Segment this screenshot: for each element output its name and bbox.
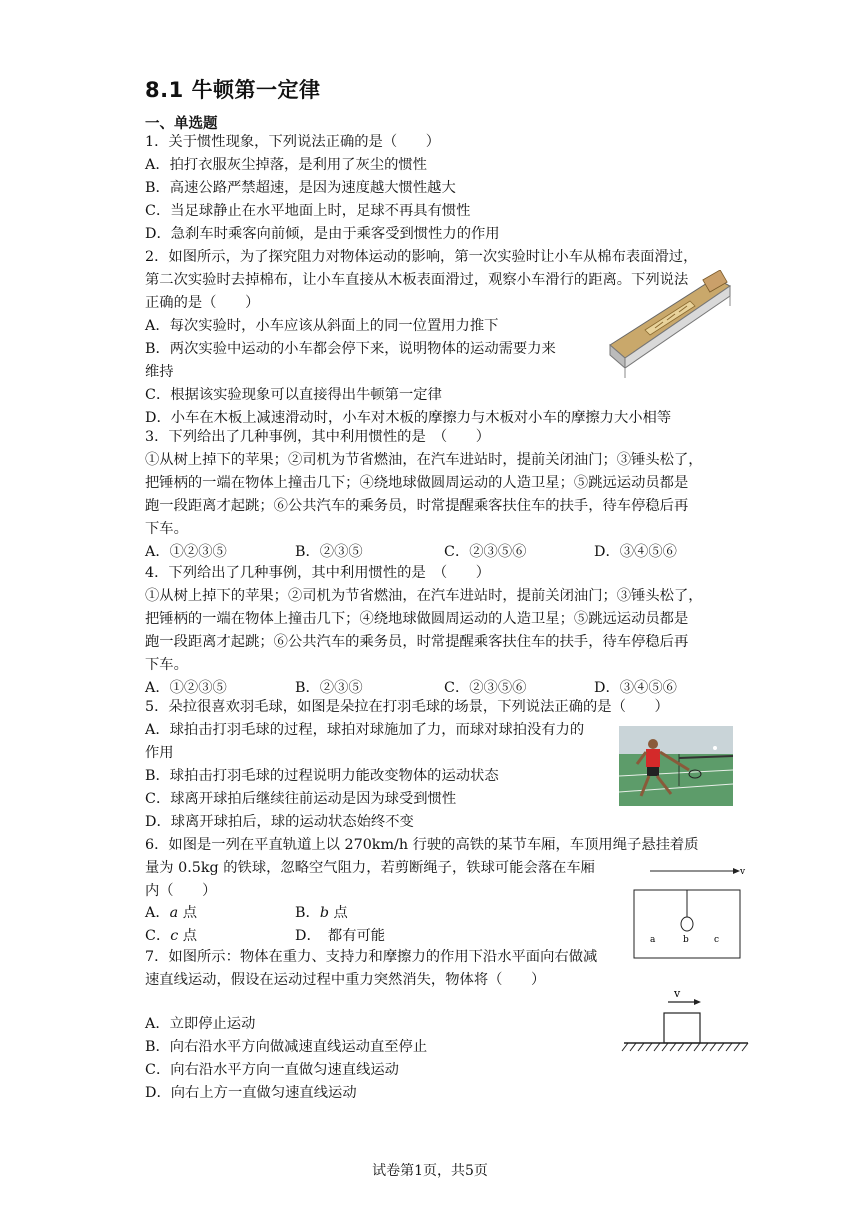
question-6-line-1: 6．如图是一列在平直轨道上以 270km/h 行驶的高铁的某节车厢，车顶用绳子悬挂着质 xyxy=(145,837,699,853)
question-4-option-a: A．①②③⑤ xyxy=(145,680,227,696)
question-4-line-1: ①从树上掉下的苹果；②司机为节省燃油，在汽车进站时，提前关闭油门；③锤头松了， xyxy=(145,588,703,604)
question-3-option-d: D．③④⑤⑥ xyxy=(594,544,677,560)
question-4: 4．下列给出了几种事例，其中利用惯性的是 （ ） xyxy=(145,565,491,581)
question-3-option-b: B．②③⑤ xyxy=(295,544,363,560)
question-7-option-a: A．立即停止运动 xyxy=(145,1016,256,1032)
question-3-line-4: 下车。 xyxy=(145,521,188,537)
velocity-label: v xyxy=(740,867,746,877)
question-5-option-b: B．球拍击打羽毛球的过程说明力能改变物体的运动状态 xyxy=(145,768,499,784)
question-6-line-3: 内（ ） xyxy=(145,883,217,899)
question-3-line-2: 把锤柄的一端在物体上撞击几下；④绕地球做圆周运动的人造卫星；⑤跳远运动员都是 xyxy=(145,475,689,491)
train-carriage-figure xyxy=(628,862,746,962)
page-footer: 试卷第1页，共5页 xyxy=(372,1163,488,1179)
question-5-option-d: D．球离开球拍后，球的运动状态始终不变 xyxy=(145,814,414,830)
question-1-option-a: A．拍打衣服灰尘掉落，是利用了灰尘的惯性 xyxy=(145,157,427,173)
question-2-line-1: 2．如图所示，为了探究阻力对物体运动的影响，第一次实验时让小车从棉布表面滑过， xyxy=(145,249,698,265)
question-2-line-2: 第二次实验时去掉棉布，让小车直接从木板表面滑过，观察小车滑行的距离。下列说法 xyxy=(145,272,689,288)
point-b-label: b xyxy=(683,935,689,945)
question-1-option-b: B．高速公路严禁超速，是因为速度越大惯性越大 xyxy=(145,180,456,196)
question-5-option-c: C．球离开球拍后继续往前运动是因为球受到惯性 xyxy=(145,791,457,807)
question-3-option-c: C．②③⑤⑥ xyxy=(444,544,527,560)
question-5: 5．朵拉很喜欢羽毛球，如图是朵拉在打羽毛球的场景，下列说法正确的是（ ） xyxy=(145,699,669,715)
question-1: 1．关于惯性现象，下列说法正确的是（ ） xyxy=(145,134,441,150)
badminton-photo xyxy=(619,726,733,806)
question-1-option-c: C．当足球静止在水平地面上时，足球不再具有惯性 xyxy=(145,203,471,219)
point-c-label: c xyxy=(714,935,720,945)
point-a-label: a xyxy=(650,935,656,945)
question-3-line-3: 跑一段距离才起跳；⑥公共汽车的乘务员，时常提醒乘客扶住车的扶手，待车停稳后再 xyxy=(145,498,689,514)
question-5-option-a: A．球拍击打羽毛球的过程，球拍对球施加了力，而球对球拍没有力的 xyxy=(145,722,585,738)
question-6-option-d: D． 都有可能 xyxy=(295,928,386,944)
question-2-option-a: A．每次实验时，小车应该从斜面上的同一位置用力推下 xyxy=(145,318,499,334)
ground-hatching xyxy=(622,1043,748,1051)
question-2-option-b: B．两次实验中运动的小车都会停下来，说明物体的运动需要力来 xyxy=(145,341,556,357)
question-4-option-c: C．②③⑤⑥ xyxy=(444,680,527,696)
question-2-line-3: 正确的是（ ） xyxy=(145,295,260,311)
question-3-line-1: ①从树上掉下的苹果；②司机为节省燃油，在汽车进站时，提前关闭油门；③锤头松了， xyxy=(145,452,703,468)
question-4-option-b: B．②③⑤ xyxy=(295,680,363,696)
question-7-line-2: 速直线运动，假设在运动过程中重力突然消失，物体将（ ） xyxy=(145,972,546,988)
question-6-option-a: A．a 点 xyxy=(145,905,197,921)
velocity-label: v xyxy=(674,987,681,1000)
question-5-option-a-cont: 作用 xyxy=(145,745,174,761)
question-7-line-1: 7．如图所示：物体在重力、支持力和摩擦力的作用下沿水平面向右做减 xyxy=(145,949,598,965)
question-1-option-d: D．急刹车时乘客向前倾，是由于乘客受到惯性力的作用 xyxy=(145,226,500,242)
question-2-option-b-cont: 维持 xyxy=(145,364,174,380)
question-6-option-b: B．b 点 xyxy=(295,905,348,921)
question-2-option-c: C．根据该实验现象可以直接得出牛顿第一定律 xyxy=(145,387,442,403)
question-4-line-3: 跑一段距离才起跳；⑥公共汽车的乘务员，时常提醒乘客扶住车的扶手，待车停稳后再 xyxy=(145,634,689,650)
question-7-option-b: B．向右沿水平方向做减速直线运动直至停止 xyxy=(145,1039,428,1055)
section-heading: 一、单选题 xyxy=(145,115,218,132)
question-4-line-4: 下车。 xyxy=(145,657,188,673)
question-6-option-c: C．c 点 xyxy=(145,928,198,944)
question-7-option-c: C．向右沿水平方向一直做匀速直线运动 xyxy=(145,1062,399,1078)
question-4-line-2: 把锤柄的一端在物体上撞击几下；④绕地球做圆周运动的人造卫星；⑤跳远运动员都是 xyxy=(145,611,689,627)
question-2-option-d: D．小车在木板上减速滑动时，小车对木板的摩擦力与木板对小车的摩擦力大小相等 xyxy=(145,410,672,426)
question-3-option-a: A．①②③⑤ xyxy=(145,544,227,560)
block-on-surface-figure xyxy=(620,985,752,1055)
question-7-option-d: D．向右上方一直做匀速直线运动 xyxy=(145,1085,357,1101)
question-4-option-d: D．③④⑤⑥ xyxy=(594,680,677,696)
question-6-line-2: 量为 0.5kg 的铁球，忽略空气阻力，若剪断绳子，铁球可能会落在车厢 xyxy=(145,860,595,876)
page-title: 8.1 牛顿第一定律 xyxy=(145,78,321,102)
question-3: 3．下列给出了几种事例，其中利用惯性的是 （ ） xyxy=(145,429,491,445)
ramp-experiment-figure xyxy=(605,270,735,380)
